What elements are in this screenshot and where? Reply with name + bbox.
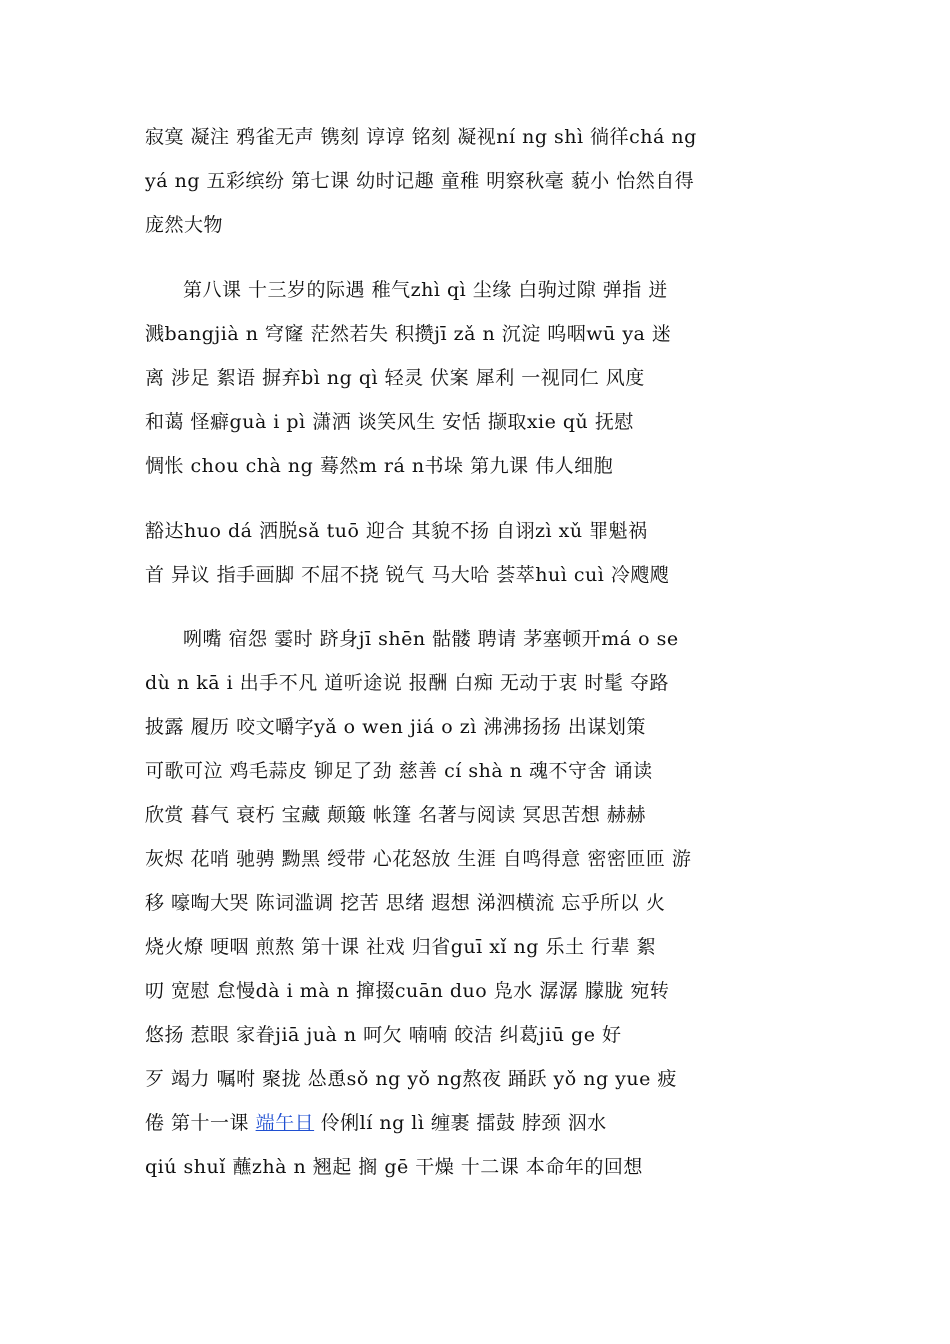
text-line: 咧嘴 宿怨 霎时 跻身jī shēn 骷髅 聘请 茅塞顿开má o se bbox=[183, 628, 679, 650]
text-segment: 伶俐lí ng lì 缠裹 擂鼓 脖颈 泅水 bbox=[314, 1112, 607, 1134]
text-line: 披露 履历 咬文嚼字yǎ o wen jiá o zì 沸沸扬扬 出谋划策 bbox=[145, 716, 646, 738]
text-line: 移 嚎啕大哭 陈词滥调 挖苦 思绪 遐想 涕泗横流 忘乎所以 火 bbox=[145, 892, 666, 914]
text-line: 可歌可泣 鸡毛蒜皮 铆足了劲 慈善 cí shà n 魂不守舍 诵读 bbox=[145, 760, 653, 782]
text-line: 第八课 十三岁的际遇 稚气zhì qì 尘缘 白驹过隙 弹指 迸 bbox=[183, 279, 668, 301]
text-line: 悠扬 惹眼 家眷jiā juà n 呵欠 喃喃 皎洁 纠葛jiū ge 好 bbox=[145, 1024, 622, 1046]
text-line: dù n kā i 出手不凡 道听途说 报酬 白痴 无动于衷 时髦 夺路 bbox=[145, 672, 669, 694]
text-line: 寂寞 凝注 鸦雀无声 镌刻 谆谆 铭刻 凝视ní ng shì 徜徉chá ng bbox=[145, 126, 697, 148]
text-line: 欣赏 暮气 衰朽 宝藏 颠簸 帐篷 名著与阅读 冥思苦想 赫赫 bbox=[145, 804, 646, 826]
text-line-with-link bbox=[145, 1109, 825, 1137]
text-line: 烧火燎 哽咽 煎熬 第十课 社戏 归省guī xǐ ng 乐土 行辈 絮 bbox=[145, 936, 657, 958]
text-line: 灰烬 花哨 驰骋 黝黑 绶带 心花怒放 生涯 自鸣得意 密密匝匝 游 bbox=[145, 848, 692, 870]
text-line: qiú shuǐ 蘸zhà n 翘起 搁 gē 干燥 十二课 本命年的回想 bbox=[145, 1156, 643, 1178]
hyperlink-duanwuri[interactable]: 端午日 bbox=[255, 1112, 315, 1134]
text-line: 离 涉足 絮语 摒弃bì ng qì 轻灵 伏案 犀利 一视同仁 风度 bbox=[145, 367, 645, 389]
text-line: 歹 竭力 嘱咐 聚拢 怂恿sǒ ng yǒ ng熬夜 踊跃 yǒ ng yue 疲 bbox=[145, 1068, 677, 1090]
text-line: 叨 宽慰 怠慢dà i mà n 撺掇cuān duo 凫水 潺潺 朦胧 宛转 bbox=[145, 980, 670, 1002]
text-line: 庞然大物 bbox=[145, 214, 224, 236]
text-line: 豁达huo dá 洒脱sǎ tuō 迎合 其貌不扬 自诩zì xǔ 罪魁祸 bbox=[145, 520, 648, 542]
text-line: 和蔼 怪癖guà i pì 潇洒 谈笑风生 安恬 撷取xie qǔ 抚慰 bbox=[145, 411, 634, 433]
text-line: 首 异议 指手画脚 不屈不挠 锐气 马大哈 荟萃huì cuì 冷飕飕 bbox=[145, 564, 670, 586]
text-line: 溅bangjià n 穹窿 茫然若失 积攒jī zǎ n 沉淀 呜咽wū ya 迷 bbox=[145, 323, 672, 345]
text-line: 惆怅 chou chà ng 蓦然m rá n书垛 第九课 伟人细胞 bbox=[145, 455, 614, 477]
text-line: yá ng 五彩缤纷 第七课 幼时记趣 童稚 明察秋毫 藐小 怡然自得 bbox=[145, 170, 695, 192]
text-segment: 倦 第十一课 bbox=[145, 1112, 256, 1134]
